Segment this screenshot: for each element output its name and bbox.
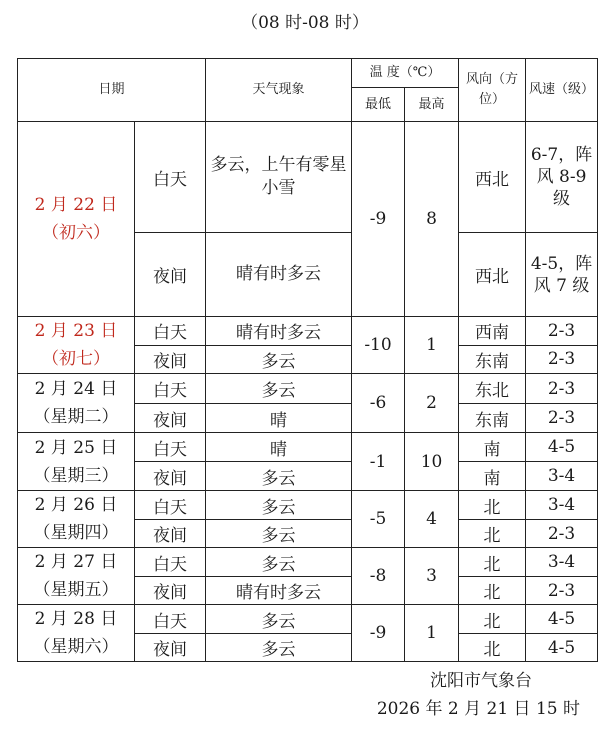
wind-direction: 西北 (459, 233, 526, 317)
period-label: 夜间 (135, 404, 206, 433)
wind-direction: 西北 (459, 122, 526, 233)
weather-cell: 多云 (206, 605, 352, 634)
high-temp: 1 (405, 317, 459, 374)
weather-cell: 多云 (206, 491, 352, 520)
weather-cell: 多云 (206, 520, 352, 548)
date-sub: （初六） (42, 223, 110, 243)
wind-speed: 2-3 (526, 577, 598, 605)
period-label: 白天 (135, 374, 206, 404)
period-label: 白天 (135, 317, 206, 346)
low-temp: -1 (352, 433, 405, 491)
date-cell (18, 605, 135, 662)
date-sub: （星期三） (33, 465, 119, 486)
period-label: 白天 (135, 548, 206, 577)
wind-speed: 2-3 (526, 317, 598, 346)
wind-speed: 4-5，阵风 7 级 (526, 233, 598, 317)
weather-cell: 晴 (206, 404, 352, 433)
weather-cell: 多云，上午有零星小雪 (206, 122, 352, 233)
date-cell (18, 433, 135, 491)
date-cell (18, 491, 135, 548)
date-sub: （星期五） (33, 580, 119, 600)
issue-time: 2026 年 2 月 21 日 15 时 (376, 699, 580, 719)
date-label: 2 月 25 日 (34, 437, 118, 458)
high-temp: 4 (405, 491, 459, 548)
wind-direction: 北 (459, 605, 526, 634)
table-row (18, 491, 598, 520)
wind-speed: 4-5 (526, 634, 598, 662)
wind-direction: 东北 (459, 374, 526, 404)
weather-cell: 多云 (206, 462, 352, 491)
high-temp: 2 (405, 374, 459, 433)
table-row (18, 548, 598, 577)
page-subtitle: （08 时-08 时） (241, 13, 369, 33)
high-temp: 10 (405, 433, 459, 491)
table-row (18, 317, 598, 346)
wind-direction: 南 (459, 433, 526, 462)
date-cell (18, 317, 135, 374)
wind-speed: 2-3 (526, 520, 598, 548)
high-temp: 1 (405, 605, 459, 662)
date-sub: （星期二） (33, 407, 119, 427)
period-label: 白天 (135, 605, 206, 634)
period-label: 夜间 (135, 634, 206, 662)
period-label: 夜间 (135, 233, 206, 317)
wind-direction: 东南 (459, 345, 526, 374)
wind-speed: 3-4 (526, 491, 598, 520)
period-label: 夜间 (135, 520, 206, 548)
date-label: 2 月 24 日 (34, 379, 118, 399)
forecast-table (17, 58, 598, 662)
wind-direction: 北 (459, 577, 526, 605)
wind-direction: 南 (459, 462, 526, 491)
period-label: 夜间 (135, 462, 206, 491)
wind-direction: 北 (459, 520, 526, 548)
weather-cell: 多云 (206, 634, 352, 662)
high-temp: 3 (405, 548, 459, 605)
period-label: 白天 (135, 433, 206, 462)
date-label: 2 月 27 日 (34, 552, 118, 572)
date-label: 2 月 23 日 (34, 321, 118, 341)
period-label: 白天 (135, 491, 206, 520)
weather-cell: 多云 (206, 345, 352, 374)
low-temp: -10 (352, 317, 405, 374)
header-weather: 天气现象 (206, 59, 352, 122)
weather-cell: 晴有时多云 (206, 233, 352, 317)
header-high: 最高 (405, 88, 459, 122)
wind-speed: 6-7，阵风 8-9 级 (526, 122, 598, 233)
header-temperature: 温 度（℃） (352, 59, 459, 88)
header-low: 最低 (352, 88, 405, 122)
wind-direction: 北 (459, 491, 526, 520)
high-temp: 8 (405, 122, 459, 317)
weather-cell: 晴 (206, 433, 352, 462)
wind-speed: 2-3 (526, 404, 598, 433)
period-label: 白天 (135, 122, 206, 233)
header-wind-speed: 风速（级） (526, 59, 598, 122)
weather-cell: 晴有时多云 (206, 577, 352, 605)
date-sub: （初七） (42, 349, 110, 369)
table-row (18, 605, 598, 634)
wind-direction: 东南 (459, 404, 526, 433)
wind-speed: 2-3 (526, 345, 598, 374)
low-temp: -9 (352, 605, 405, 662)
wind-speed: 3-4 (526, 548, 598, 577)
wind-speed: 4-5 (526, 605, 598, 634)
date-sub: （星期六） (33, 637, 119, 657)
wind-speed: 3-4 (526, 462, 598, 491)
issuer-name: 沈阳市气象台 (430, 671, 532, 691)
weather-cell: 多云 (206, 374, 352, 404)
table-row (18, 374, 598, 404)
low-temp: -9 (352, 122, 405, 317)
weather-cell: 多云 (206, 548, 352, 577)
low-temp: -6 (352, 374, 405, 433)
low-temp: -5 (352, 491, 405, 548)
period-label: 夜间 (135, 577, 206, 605)
table-row (18, 433, 598, 462)
period-label: 夜间 (135, 345, 206, 374)
date-cell (18, 122, 135, 317)
date-label: 2 月 28 日 (34, 609, 118, 629)
header-date: 日期 (18, 59, 206, 122)
date-label: 2 月 26 日 (34, 495, 118, 515)
wind-direction: 北 (459, 548, 526, 577)
wind-speed: 2-3 (526, 374, 598, 404)
date-cell (18, 374, 135, 433)
header-wind-direction: 风向（方位） (459, 59, 526, 122)
wind-direction: 北 (459, 634, 526, 662)
date-sub: （星期四） (33, 523, 119, 543)
low-temp: -8 (352, 548, 405, 605)
table-row (18, 122, 598, 233)
wind-direction: 西南 (459, 317, 526, 346)
date-cell (18, 548, 135, 605)
date-label: 2 月 22 日 (34, 195, 118, 215)
wind-speed: 4-5 (526, 433, 598, 462)
weather-cell: 晴有时多云 (206, 317, 352, 346)
